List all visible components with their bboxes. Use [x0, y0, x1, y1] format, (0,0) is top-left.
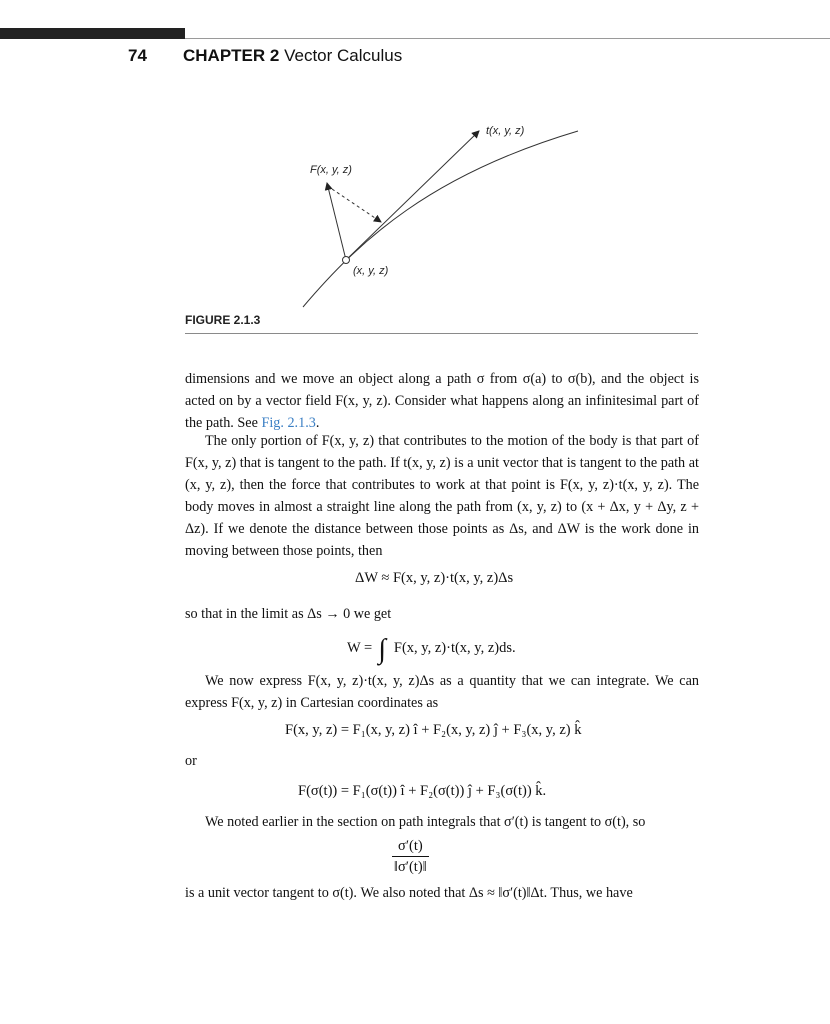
figure-link[interactable]: Fig. 2.1.3: [261, 415, 316, 431]
eq2-lhs: W =: [347, 640, 373, 656]
tangent-vector: [346, 131, 479, 260]
paragraph-1: [185, 368, 699, 434]
unit-tangent-fraction: [392, 836, 429, 877]
equation-cartesian: F(x, y, z) = F₁(x, y, z) î + F₂(x, y, z) ĵ + F₃(x, y, z) k̂: [285, 722, 582, 738]
fraction-numerator: σ′(t): [392, 836, 429, 857]
paragraph-3: so that in the limit as Δs → 0 we get: [185, 606, 392, 622]
label-t: t(x, y, z): [486, 125, 525, 137]
label-point: (x, y, z): [353, 265, 389, 277]
figure-2-1-3: [0, 0, 830, 340]
paragraph-2: The only portion of F(x, y, z) that contributes to the motion of the body is that part of F(x, y, z) that is tangent to the path. If t(x, y, z) is a unit vector that is tangent to the path at (x, y, z), then the force that contributes to work at that point is F(x, y, z)·t(x, y, z). The body moves in almost a straight line along the path from (x, y, z) to (x + Δx, y + Δy, z + Δz). If we denote the distance between those points as Δs, and ΔW is the work done in moving between those points, then: [185, 433, 699, 559]
integral-sign: ∫: [378, 634, 386, 665]
fraction-denominator: ‖σ′(t)‖: [393, 859, 427, 875]
page-number: 74: [128, 46, 147, 65]
equation-delta-w: ΔW ≈ F(x, y, z)·t(x, y, z)Δs: [355, 570, 514, 586]
figure-caption: FIGURE 2.1.3: [185, 313, 261, 327]
paragraph-5: or: [185, 753, 197, 769]
paragraph-4: We now express F(x, y, z)·t(x, y, z)Δs as a quantity that we can integrate. We can express F(x, y, z) in Cartesian coordinates as: [185, 673, 699, 711]
paragraph-7: is a unit vector tangent to σ(t). We also noted that Δs ≈ ‖σ′(t)‖Δt. Thus, we have: [185, 885, 633, 901]
caption-rule: [185, 333, 698, 334]
equation-sigma: F(σ(t)) = F₁(σ(t)) î + F₂(σ(t)) ĵ + F₃(σ(t)) k̂.: [298, 783, 547, 799]
label-F: F(x, y, z): [310, 164, 352, 176]
force-vector: [327, 183, 346, 260]
eq2-rhs: F(x, y, z)·t(x, y, z)ds.: [393, 640, 516, 656]
paragraph-1-end: .: [315, 415, 320, 431]
path-curve: [303, 131, 578, 307]
projection-line: [332, 189, 381, 222]
point-marker: [343, 257, 350, 264]
chapter-title: Vector Calculus: [284, 46, 403, 65]
equation-work-integral: [347, 628, 516, 665]
chapter-label: CHAPTER 2: [183, 46, 280, 65]
paragraph-6: We noted earlier in the section on path integrals that σ′(t) is tangent to σ(t), so: [205, 814, 646, 830]
paragraph-1-text: dimensions and we move an object along a path σ from σ(a) to σ(b), and the object is acted on by a vector field F(x, y, z). Consider what happens along an infinitesimal part of the path. See: [185, 371, 699, 431]
